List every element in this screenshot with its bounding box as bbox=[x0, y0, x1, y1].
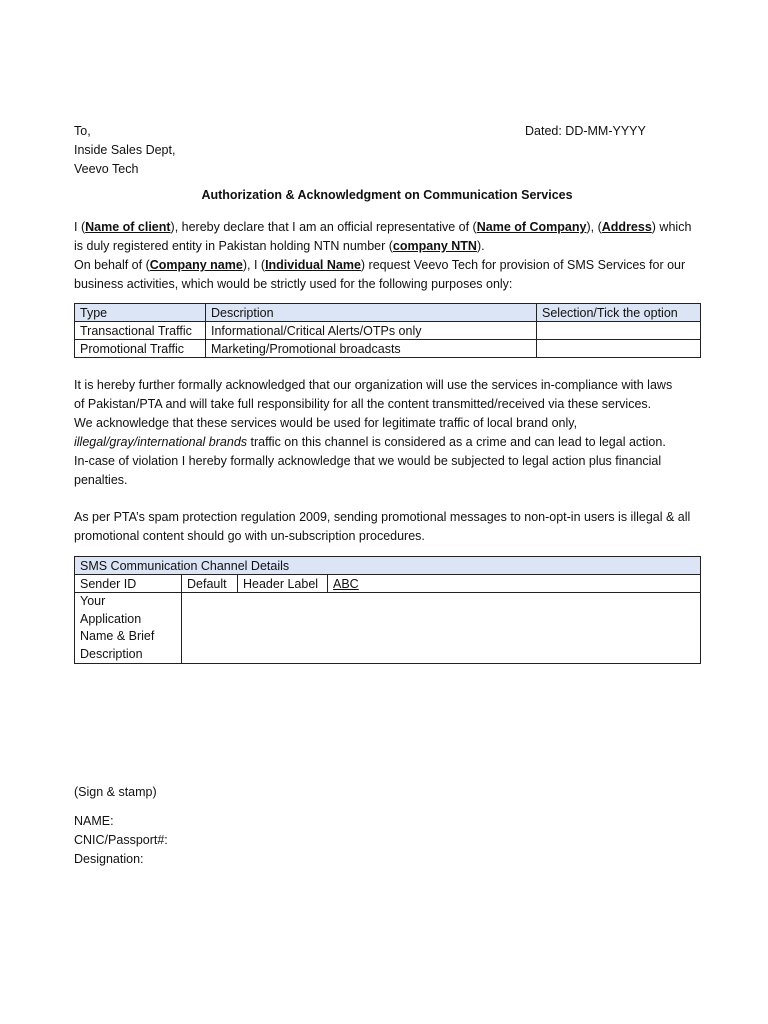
col-selection: Selection/Tick the option bbox=[537, 304, 701, 322]
individual-name: Individual Name bbox=[265, 258, 361, 272]
name-of-company: Name of Company bbox=[476, 220, 587, 234]
selection-cell[interactable] bbox=[537, 340, 701, 358]
company-line: Veevo Tech bbox=[74, 162, 139, 176]
sms-table-title: SMS Communication Channel Details bbox=[75, 557, 701, 575]
declaration-line-1: I (Name of client), hereby declare that I am an official representative of (Name of Company), (Address) which bbox=[74, 220, 692, 234]
declaration-line-2: is duly registered entity in Pakistan holding NTN number (company NTN). bbox=[74, 239, 485, 253]
sms-details-table bbox=[74, 556, 701, 664]
sign-stamp: (Sign & stamp) bbox=[74, 785, 157, 799]
pta-line-2: promotional content should go with un-subscription procedures. bbox=[74, 529, 425, 543]
table-row: Promotional Traffic Marketing/Promotional broadcasts bbox=[75, 340, 701, 358]
purpose-table-header bbox=[75, 304, 701, 322]
dated-line: Dated: DD-MM-YYYY bbox=[525, 124, 646, 138]
name-label: NAME: bbox=[74, 814, 114, 828]
pta-line-1: As per PTA’s spam protection regulation 2009, sending promotional messages to non-opt-in users is illegal & all bbox=[74, 510, 691, 524]
table-row: Transactional Traffic Informational/Critical Alerts/OTPs only bbox=[75, 322, 701, 340]
document-title: Authorization & Acknowledgment on Communication Services bbox=[201, 188, 573, 202]
ack-line-1: It is hereby further formally acknowledged that our organization will use the services in-compliance with laws bbox=[74, 378, 673, 392]
ack-line-4: illegal/gray/international brands traffic on this channel is considered as a crime and can lead to legal action. bbox=[74, 435, 666, 449]
ack-line-6: penalties. bbox=[74, 473, 128, 487]
purpose-table bbox=[74, 303, 701, 358]
sender-id-row: Sender ID Default Header Label ABC bbox=[75, 575, 701, 593]
header-label-value[interactable]: ABC bbox=[328, 575, 701, 593]
application-description-field[interactable] bbox=[182, 593, 701, 664]
ack-line-5: In-case of violation I hereby formally acknowledge that we would be subjected to legal action plus financial bbox=[74, 454, 662, 468]
company-name: Company name bbox=[149, 258, 243, 272]
dept-line: Inside Sales Dept, bbox=[74, 143, 176, 157]
name-of-client: Name of client bbox=[85, 220, 171, 234]
col-description: Description bbox=[206, 304, 537, 322]
declaration-line-3: On behalf of (Company name), I (Individual Name) request Veevo Tech for provision of SMS Services for our bbox=[74, 258, 686, 272]
cnic-label: CNIC/Passport#: bbox=[74, 833, 168, 847]
to-line: To, bbox=[74, 124, 91, 138]
declaration-line-4: business activities, which would be strictly used for the following purposes only: bbox=[74, 277, 513, 291]
address: Address bbox=[601, 220, 652, 234]
ack-line-3: We acknowledge that these services would be used for legitimate traffic of local brand only, bbox=[74, 416, 578, 430]
designation-label: Designation: bbox=[74, 852, 144, 866]
company-ntn: company NTN bbox=[392, 239, 477, 253]
ack-line-2: of Pakistan/PTA and will take full responsibility for all the content transmitted/received via these services. bbox=[74, 397, 652, 411]
application-row: Your Application Name & Brief Description bbox=[75, 593, 701, 664]
col-type: Type bbox=[75, 304, 206, 322]
selection-cell[interactable] bbox=[537, 322, 701, 340]
